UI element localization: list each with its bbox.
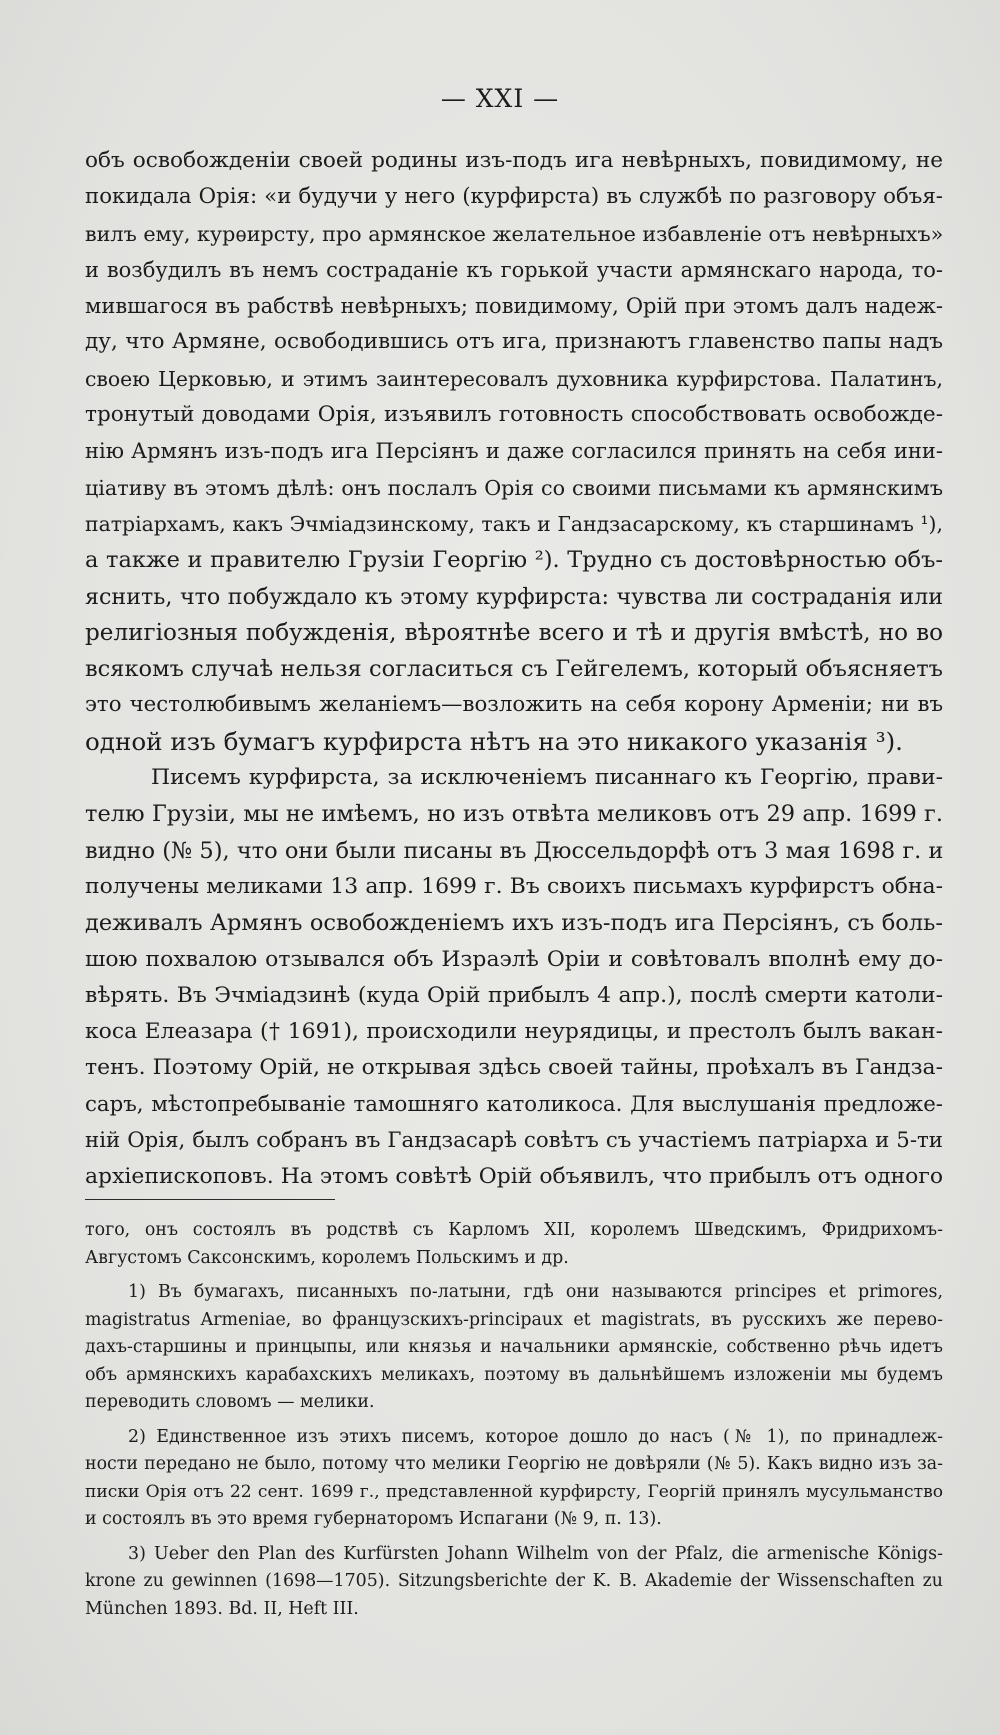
text-line: одной изъ бумагъ курфирста нѣтъ на это никакого указанія ³).	[85, 726, 903, 756]
text-line: это честолюбивымъ желаніемъ—возложить на себя корону Арменіи; ни въ	[85, 692, 943, 718]
footnote-line: 3) Ueber den Plan des Kurfürsten Johann Wilhelm von der Pfalz, die armenische Königs-	[128, 1543, 943, 1564]
footnote-3	[85, 1541, 943, 1624]
footnote-line: того, онъ состоялъ въ родствѣ съ Карломъ XII, королемъ Шведскимъ, Фридрихомъ-	[85, 1220, 943, 1240]
text-line: архіепископовъ. На этомъ совѣтѣ Орій объявилъ, что прибылъ отъ одного	[85, 1164, 943, 1190]
text-line: шою похвалою отзывался объ Израэлѣ Оріи и совѣтовалъ вполнѣ ему до-	[85, 946, 943, 972]
page-number: — XXI —	[440, 84, 560, 113]
footnote-line: Августомъ Саксонскимъ, королемъ Польскимъ и др.	[85, 1247, 569, 1268]
text-line: вѣрять. Въ Эчміадзинѣ (куда Орій прибылъ 4 апр.), послѣ смерти католи-	[85, 982, 943, 1008]
text-line: покидала Орія: «и будучи у него (курфирста) въ службѣ по разговору объя-	[85, 184, 943, 210]
footnote-line: magistratus Armeniae, во французскихъ-principaux et magistrats, въ русскихъ же перево-	[85, 1309, 943, 1330]
footnote-line: писки Орія отъ 22 сент. 1699 г., представленной курфирсту, Георгій принялъ мусульманство	[85, 1481, 943, 1502]
footnote-line: переводить словомъ — мелики.	[85, 1392, 375, 1412]
footnote-1	[85, 1279, 943, 1417]
text-line: тенъ. Поэтому Орій, не открывая здѣсь своей тайны, проѣхалъ въ Гандза-	[85, 1055, 943, 1081]
footnote-2	[85, 1424, 943, 1534]
footnote-continuation	[85, 1217, 943, 1272]
text-line: тронутый доводами Орія, изъявилъ готовность способствовать освобожде-	[85, 402, 943, 428]
text-line: ду, что Армяне, освободившись отъ ига, признаютъ главенство папы надъ	[85, 329, 943, 355]
text-line: получены меликами 13 апр. 1699 г. Въ своихъ письмахъ курфирстъ обна-	[85, 873, 943, 899]
footnote-line: и состоялъ въ это время губернаторомъ Испагани (№ 9, п. 13).	[85, 1509, 662, 1529]
text-line: и возбудилъ въ немъ состраданіе къ горькой участи армянскаго народа, то-	[85, 257, 943, 282]
footnotes	[85, 1217, 943, 1623]
footnote-line: 2) Единственное изъ этихъ писемъ, которое дошло до насъ (№ 1), по принадлеж-	[128, 1426, 943, 1447]
text-line: религіозныя побужденія, вѣроятнѣе всего и тѣ и другія вмѣстѣ, но во	[85, 619, 943, 646]
text-line: коса Елеазара († 1691), происходили неурядицы, и престолъ былъ вакан-	[85, 1019, 943, 1045]
footnote-line: объ армянскихъ карабахскихъ меликахъ, поэтому въ дальнѣйшемъ изложеніи мы будемъ	[85, 1364, 943, 1385]
text-line: своею Церковью, и этимъ заинтересовалъ духовника курфирстова. Палатинъ,	[85, 366, 943, 391]
footnote-line: 1) Въ бумагахъ, писанныхъ по-латыни, гдѣ они называются principes et primores,	[128, 1282, 943, 1302]
footnote-line: München 1893. Bd. II, Heft III.	[85, 1598, 359, 1619]
text-line: видно (№ 5), что они были писаны въ Дюссельдорфѣ отъ 3 мая 1698 г. и	[85, 837, 944, 864]
main-text	[85, 143, 943, 1196]
footnote-line: дахъ-старшины и принцыпы, или князья и начальники армянскіе, собственно рѣчь идетъ	[85, 1337, 943, 1357]
text-line: объ освобожденіи своей родины изъ-подъ ига невѣрныхъ, повидимому, не	[85, 148, 943, 173]
text-line: патріархамъ, какъ Эчміадзинскому, такъ и Гандзасарскому, къ старшинамъ ¹),	[85, 511, 943, 536]
text-line: Писемъ курфирста, за исключеніемъ писаннаго къ Георгію, прави-	[151, 765, 943, 791]
text-line: ціативу въ этомъ дѣлѣ: онъ послалъ Орія со своими письмами къ армянскимъ	[85, 475, 943, 500]
text-line: а также и правителю Грузіи Георгію ²). Трудно съ достовѣрностью объ-	[85, 547, 943, 574]
text-line: яснить, что побуждало къ этому курфирста: чувства ли состраданія или	[85, 583, 943, 610]
footnote-line: ности передано не было, потому что мелики Георгію не довѣряли (№ 5). Какъ видно изъ за-	[85, 1454, 943, 1474]
paragraph	[85, 143, 943, 760]
text-line: вилъ ему, курѳирсту, про армянское желательное избавленіе отъ невѣрныхъ»	[85, 221, 944, 246]
text-line: телю Грузіи, мы не имѣемъ, но изъ отвѣта меликовъ отъ 29 апр. 1699 г.	[85, 801, 943, 828]
text-line: нію Армянъ изъ-подъ ига Персіянъ и даже согласился принять на себя ини-	[85, 439, 943, 464]
text-line: всякомъ случаѣ нельзя согласиться съ Гейгелемъ, который объясняетъ	[85, 656, 943, 683]
text-line: саръ, мѣстопребываніе тамошняго католикоса. Для выслушанія предложе-	[85, 1091, 943, 1117]
text-line: деживалъ Армянъ освобожденіемъ ихъ изъ-подъ ига Персіянъ, съ боль-	[85, 910, 943, 937]
footnote-separator	[85, 1199, 335, 1200]
footnote-line: krone zu gewinnen (1698—1705). Sitzungsberichte der K. B. Akademie der Wissenschaften zu	[85, 1571, 943, 1591]
text-line: мившагося въ рабствѣ невѣрныхъ; повидимому, Орій при этомъ далъ надеж-	[85, 294, 943, 319]
text-line: ній Орія, былъ собранъ въ Гандзасарѣ совѣтъ съ участіемъ патріарха и 5-ти	[85, 1128, 943, 1154]
paragraph	[85, 760, 943, 1196]
